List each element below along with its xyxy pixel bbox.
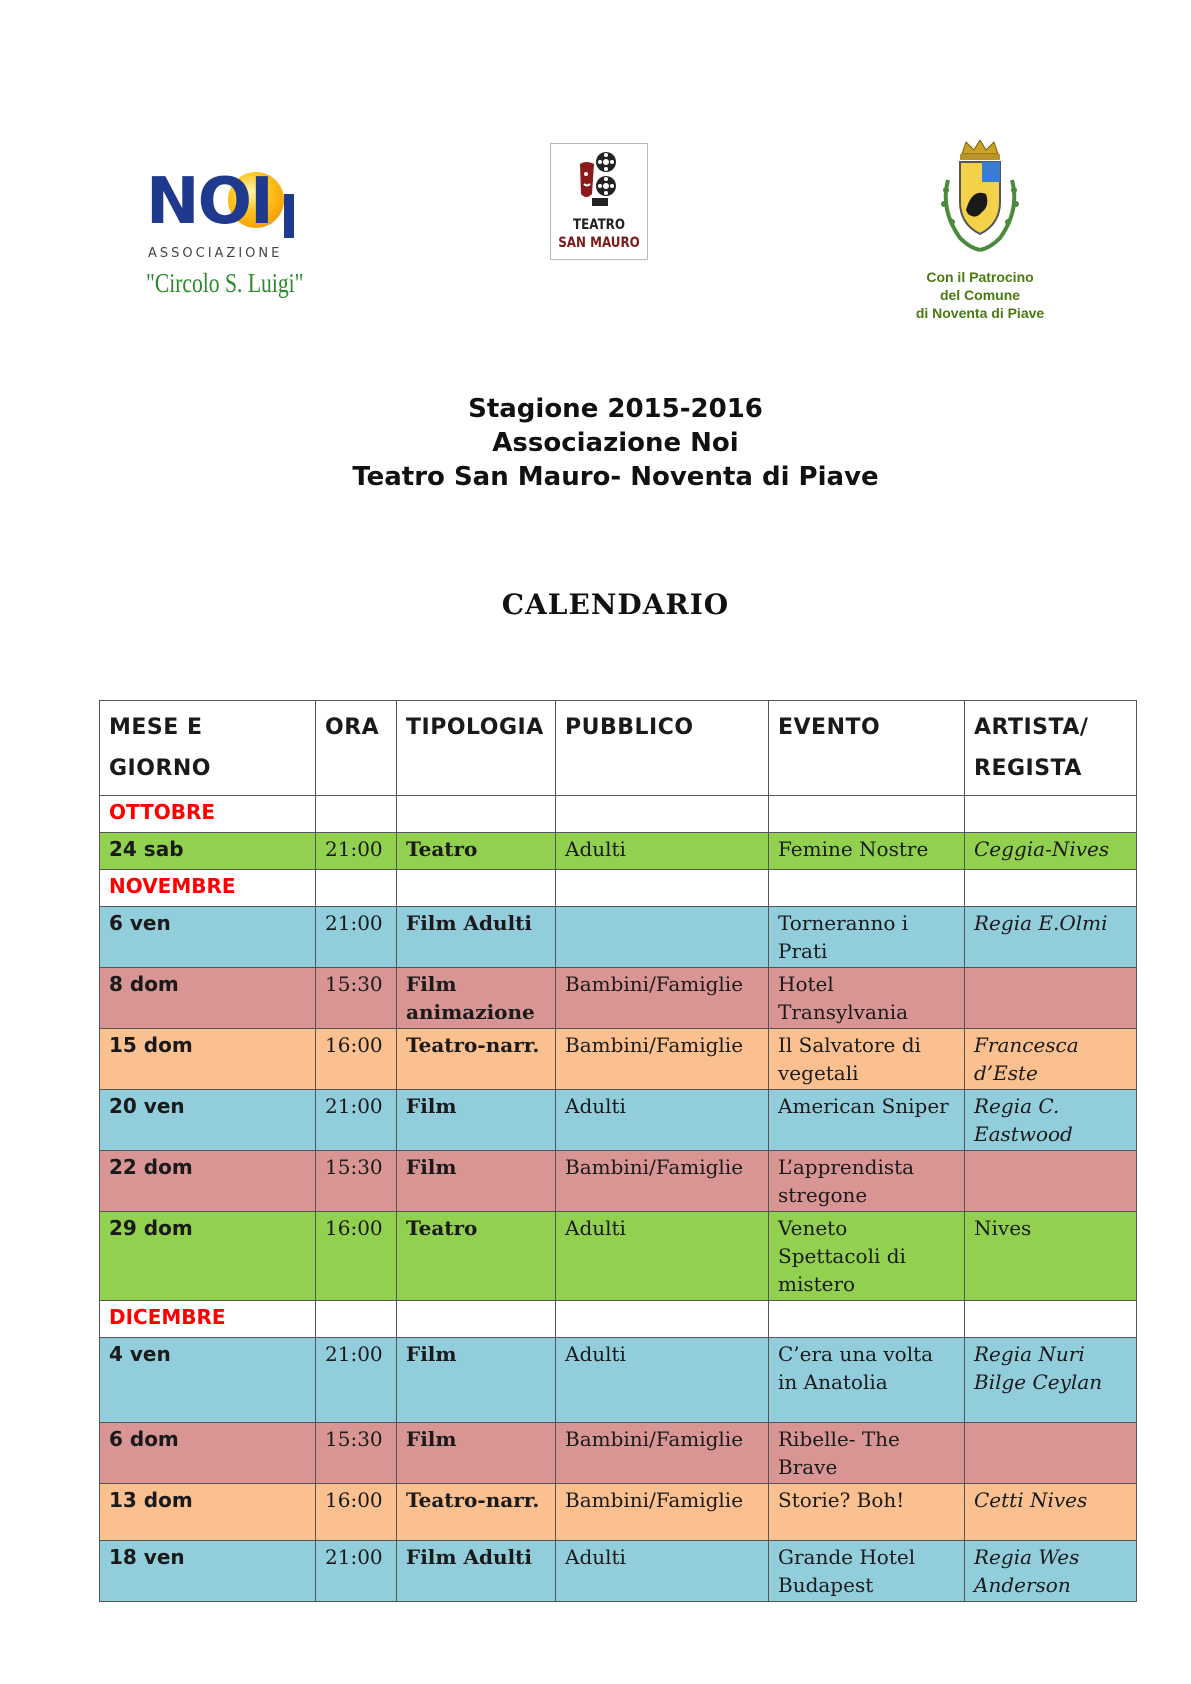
header-artista-regista: ARTISTA/ REGISTA (965, 701, 1137, 796)
calendar-heading: CALENDARIO (501, 588, 730, 621)
event-cell: Grande Hotel Budapest (769, 1541, 965, 1602)
type-cell: Film (397, 1338, 556, 1423)
noi-logo-subtitle: ASSOCIAZIONE (148, 246, 283, 261)
day-cell: 13 dom (100, 1484, 316, 1541)
audience-cell (556, 907, 769, 968)
audience-cell: Adulti (556, 1090, 769, 1151)
patrocinio-line1: Con il Patrocino (926, 269, 1034, 285)
type-cell: Teatro-narr. (397, 1484, 556, 1541)
audience-cell: Adulti (556, 833, 769, 870)
table-row (100, 1338, 1137, 1423)
time-cell: 21:00 (316, 1338, 397, 1423)
time-cell: 16:00 (316, 1484, 397, 1541)
artist-cell (965, 968, 1137, 1029)
time-cell: 21:00 (316, 907, 397, 968)
event-cell: Storie? Boh! (769, 1484, 965, 1541)
type-cell: Film Adulti (397, 1541, 556, 1602)
audience-cell: Bambini/Famiglie (556, 1484, 769, 1541)
month-label: DICEMBRE (100, 1301, 316, 1338)
time-cell: 21:00 (316, 1090, 397, 1151)
event-cell: Torneranno i Prati (769, 907, 965, 968)
day-cell: 20 ven (100, 1090, 316, 1151)
header-mese-giorno: MESE E GIORNO (100, 701, 316, 796)
table-row (100, 833, 1137, 870)
type-cell: Teatro-narr. (397, 1029, 556, 1090)
day-cell: 29 dom (100, 1212, 316, 1301)
day-cell: 18 ven (100, 1541, 316, 1602)
patrocinio-text (880, 268, 1080, 322)
season-title-line1: Stagione 2015-2016 (468, 394, 763, 424)
calendar-table (99, 700, 1137, 1602)
noi-logo-stroke (284, 194, 294, 238)
artist-cell: Regia C. Eastwood (965, 1090, 1137, 1151)
noi-logo (146, 165, 304, 306)
table-row (100, 1090, 1137, 1151)
type-cell: Film Adulti (397, 907, 556, 968)
month-label: NOVEMBRE (100, 870, 316, 907)
artist-cell: Nives (965, 1212, 1137, 1301)
artist-cell: Francesca d’Este (965, 1029, 1137, 1090)
time-cell: 21:00 (316, 1541, 397, 1602)
type-cell: Film animazione (397, 968, 556, 1029)
event-cell: L’apprendista stregone (769, 1151, 965, 1212)
header-ora: ORA (316, 701, 397, 796)
month-row (100, 1301, 1137, 1338)
audience-cell: Adulti (556, 1212, 769, 1301)
time-cell: 15:30 (316, 968, 397, 1029)
type-cell: Film (397, 1423, 556, 1484)
artist-cell: Cetti Nives (965, 1484, 1137, 1541)
header-tipologia: TIPOLOGIA (397, 701, 556, 796)
header-row (100, 701, 1137, 796)
artist-cell (965, 1151, 1137, 1212)
audience-cell: Adulti (556, 1338, 769, 1423)
type-cell: Film (397, 1090, 556, 1151)
artist-cell: Regia Wes Anderson (965, 1541, 1137, 1602)
table-row (100, 1484, 1137, 1541)
noi-logo-word: NOI (146, 165, 272, 239)
theatre-masks-film-reel-icon (578, 150, 620, 212)
type-cell: Film (397, 1151, 556, 1212)
audience-cell: Bambini/Famiglie (556, 1151, 769, 1212)
audience-cell: Adulti (556, 1541, 769, 1602)
table-row (100, 1541, 1137, 1602)
day-cell: 8 dom (100, 968, 316, 1029)
time-cell: 15:30 (316, 1151, 397, 1212)
teatro-logo-line2: SAN MAURO (558, 235, 640, 251)
event-cell: Hotel Transylvania (769, 968, 965, 1029)
coat-of-arms-icon (930, 140, 1030, 262)
day-cell: 4 ven (100, 1338, 316, 1423)
teatro-logo-label (558, 216, 640, 252)
teatro-san-mauro-logo (550, 143, 648, 260)
table-row (100, 1029, 1137, 1090)
event-cell: Ribelle- The Brave (769, 1423, 965, 1484)
artist-cell: Ceggia-Nives (965, 833, 1137, 870)
table-row (100, 1212, 1137, 1301)
audience-cell: Bambini/Famiglie (556, 1423, 769, 1484)
month-row (100, 870, 1137, 907)
patrocinio-line3: di Noventa di Piave (915, 305, 1045, 321)
teatro-logo-line1: TEATRO (573, 217, 625, 233)
audience-cell: Bambini/Famiglie (556, 968, 769, 1029)
type-cell: Teatro (397, 1212, 556, 1301)
season-title-line2: Associazione Noi (492, 428, 739, 458)
table-row (100, 968, 1137, 1029)
table-row (100, 907, 1137, 968)
day-cell: 22 dom (100, 1151, 316, 1212)
artist-cell (965, 1423, 1137, 1484)
table-row (100, 1151, 1137, 1212)
day-cell: 6 ven (100, 907, 316, 968)
time-cell: 16:00 (316, 1212, 397, 1301)
artist-cell: Regia Nuri Bilge Ceylan (965, 1338, 1137, 1423)
patrocinio-line2: del Comune (939, 287, 1021, 303)
month-row (100, 796, 1137, 833)
day-cell: 15 dom (100, 1029, 316, 1090)
event-cell: Il Salvatore di vegetali (769, 1029, 965, 1090)
day-cell: 6 dom (100, 1423, 316, 1484)
event-cell: Veneto Spettacoli di mistero (769, 1212, 965, 1301)
comune-logo (880, 140, 1080, 330)
header-evento: EVENTO (769, 701, 965, 796)
season-title-line3: Teatro San Mauro- Noventa di Piave (352, 462, 879, 492)
month-label: OTTOBRE (100, 796, 316, 833)
header-pubblico: PUBBLICO (556, 701, 769, 796)
day-cell: 24 sab (100, 833, 316, 870)
table-row (100, 1423, 1137, 1484)
time-cell: 15:30 (316, 1423, 397, 1484)
season-title (0, 392, 1191, 494)
event-cell: American Sniper (769, 1090, 965, 1151)
audience-cell: Bambini/Famiglie (556, 1029, 769, 1090)
event-cell: Femine Nostre (769, 833, 965, 870)
event-cell: C’era una volta in Anatolia (769, 1338, 965, 1423)
type-cell: Teatro (397, 833, 556, 870)
circolo-name: "Circolo S. Luigi" (146, 268, 304, 298)
time-cell: 16:00 (316, 1029, 397, 1090)
artist-cell: Regia E.Olmi (965, 907, 1137, 968)
time-cell: 21:00 (316, 833, 397, 870)
